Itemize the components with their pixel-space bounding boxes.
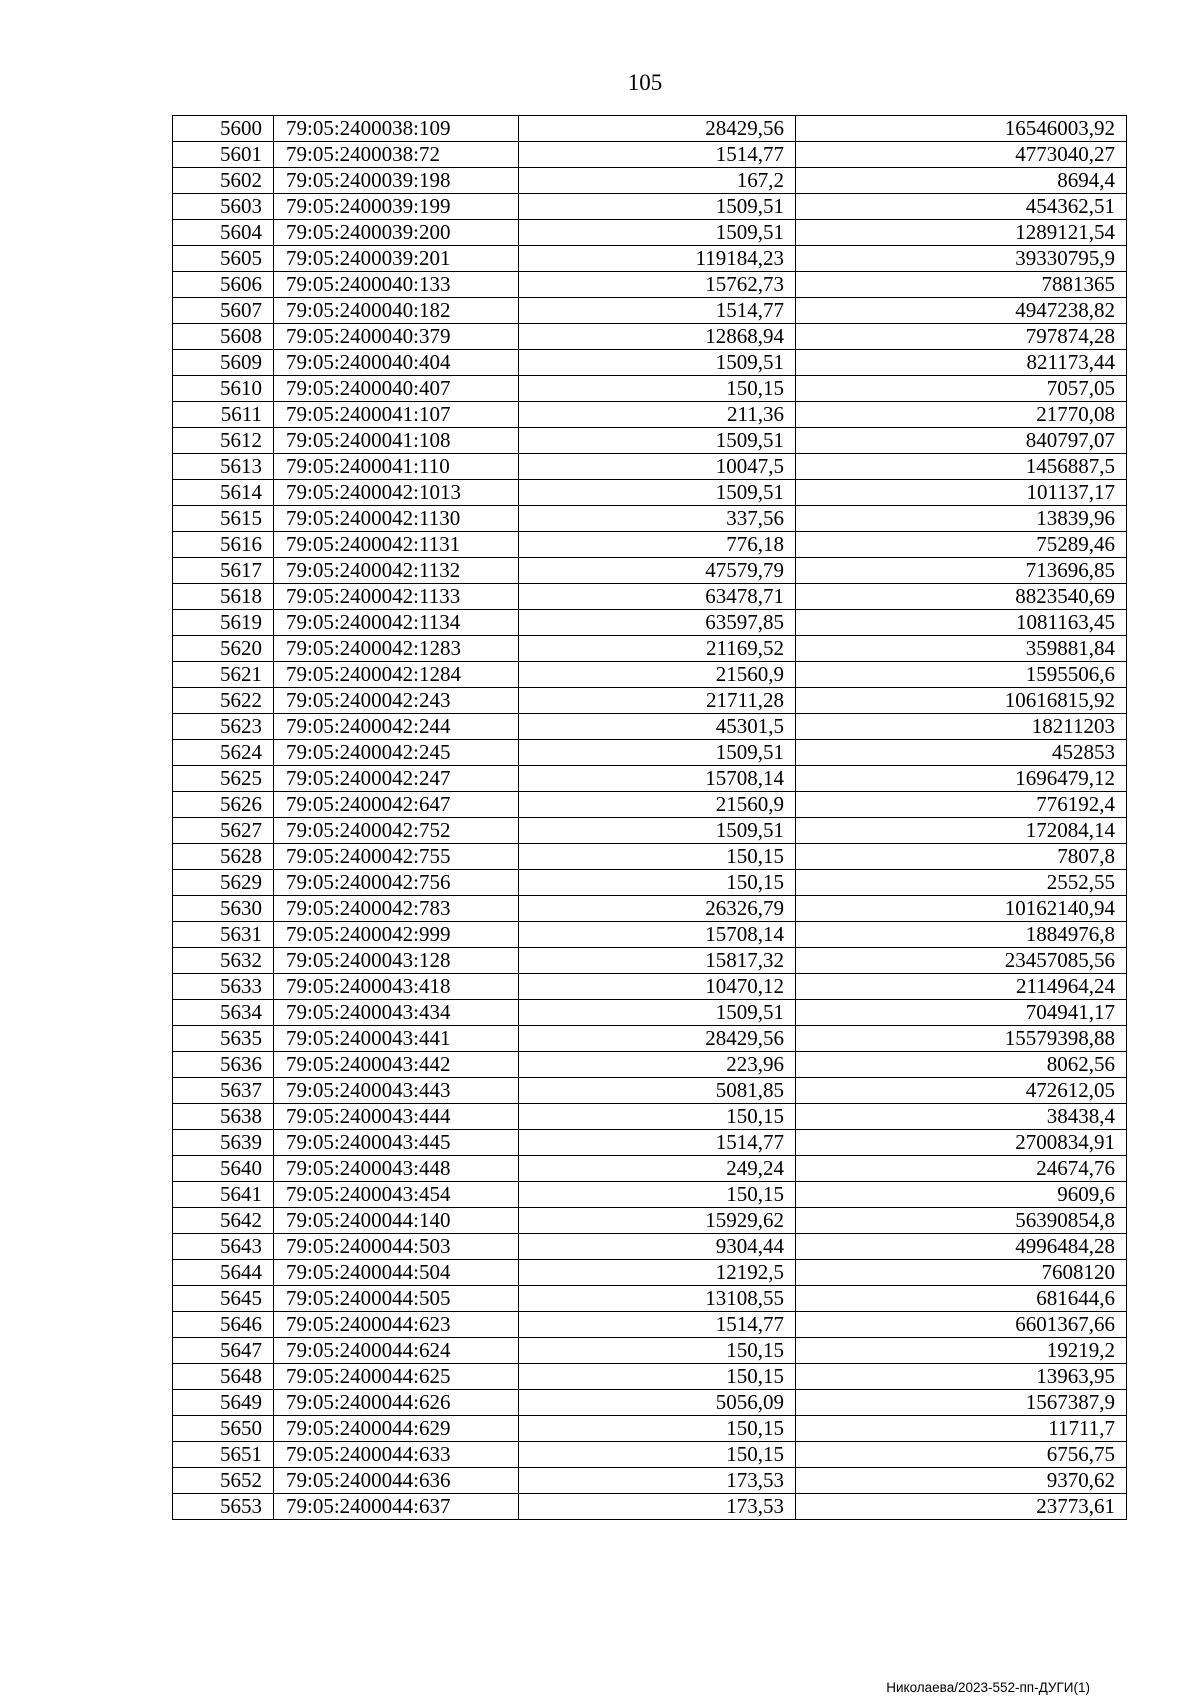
cadastral-number-cell: 79:05:2400042:244 [274, 714, 519, 740]
table-row [173, 324, 1127, 350]
area-cell: 1514,77 [519, 1312, 796, 1338]
table-row [173, 1208, 1127, 1234]
cadastral-number-cell: 79:05:2400044:625 [274, 1364, 519, 1390]
table-row [173, 1052, 1127, 1078]
row-number-cell: 5609 [173, 350, 274, 376]
row-number-cell: 5607 [173, 298, 274, 324]
cadastral-value-cell: 840797,07 [796, 428, 1127, 454]
cadastral-number-cell: 79:05:2400041:107 [274, 402, 519, 428]
table-row [173, 870, 1127, 896]
row-number-cell: 5626 [173, 792, 274, 818]
cadastral-value-cell: 18211203 [796, 714, 1127, 740]
cadastral-value-cell: 4773040,27 [796, 142, 1127, 168]
cadastral-number-cell: 79:05:2400038:109 [274, 116, 519, 142]
area-cell: 167,2 [519, 168, 796, 194]
table-row [173, 116, 1127, 142]
cadastral-value-cell: 1696479,12 [796, 766, 1127, 792]
cadastral-number-cell: 79:05:2400042:1131 [274, 532, 519, 558]
table-row [173, 948, 1127, 974]
cadastral-value-cell: 6601367,66 [796, 1312, 1127, 1338]
cadastral-number-cell: 79:05:2400039:200 [274, 220, 519, 246]
table-row [173, 142, 1127, 168]
cadastral-value-cell: 24674,76 [796, 1156, 1127, 1182]
row-number-cell: 5610 [173, 376, 274, 402]
cadastral-value-cell: 172084,14 [796, 818, 1127, 844]
row-number-cell: 5606 [173, 272, 274, 298]
table-row [173, 584, 1127, 610]
cadastral-number-cell: 79:05:2400044:626 [274, 1390, 519, 1416]
table-row [173, 766, 1127, 792]
cadastral-value-cell: 472612,05 [796, 1078, 1127, 1104]
row-number-cell: 5617 [173, 558, 274, 584]
area-cell: 5056,09 [519, 1390, 796, 1416]
cadastral-number-cell: 79:05:2400044:624 [274, 1338, 519, 1364]
cadastral-number-cell: 79:05:2400040:133 [274, 272, 519, 298]
row-number-cell: 5604 [173, 220, 274, 246]
area-cell: 10047,5 [519, 454, 796, 480]
cadastral-number-cell: 79:05:2400038:72 [274, 142, 519, 168]
page-number: 105 [627, 70, 663, 95]
area-cell: 1509,51 [519, 480, 796, 506]
area-cell: 5081,85 [519, 1078, 796, 1104]
area-cell: 28429,56 [519, 116, 796, 142]
cadastral-value-cell: 452853 [796, 740, 1127, 766]
cadastral-value-cell: 821173,44 [796, 350, 1127, 376]
area-cell: 26326,79 [519, 896, 796, 922]
cadastral-value-cell: 1289121,54 [796, 220, 1127, 246]
cadastral-value-cell: 1884976,8 [796, 922, 1127, 948]
row-number-cell: 5644 [173, 1260, 274, 1286]
row-number-cell: 5632 [173, 948, 274, 974]
table-row [173, 220, 1127, 246]
area-cell: 1509,51 [519, 350, 796, 376]
cadastral-value-cell: 4996484,28 [796, 1234, 1127, 1260]
row-number-cell: 5616 [173, 532, 274, 558]
area-cell: 10470,12 [519, 974, 796, 1000]
table-row [173, 298, 1127, 324]
row-number-cell: 5648 [173, 1364, 274, 1390]
cadastral-number-cell: 79:05:2400043:444 [274, 1104, 519, 1130]
area-cell: 173,53 [519, 1468, 796, 1494]
cadastral-number-cell: 79:05:2400042:1130 [274, 506, 519, 532]
area-cell: 12868,94 [519, 324, 796, 350]
table-row [173, 350, 1127, 376]
cadastral-value-cell: 9370,62 [796, 1468, 1127, 1494]
row-number-cell: 5627 [173, 818, 274, 844]
table-row [173, 1468, 1127, 1494]
row-number-cell: 5618 [173, 584, 274, 610]
table-row [173, 376, 1127, 402]
cadastral-value-cell: 101137,17 [796, 480, 1127, 506]
row-number-cell: 5650 [173, 1416, 274, 1442]
cadastral-value-cell: 6756,75 [796, 1442, 1127, 1468]
cadastral-number-cell: 79:05:2400040:404 [274, 350, 519, 376]
table-row [173, 272, 1127, 298]
table-row [173, 506, 1127, 532]
area-cell: 150,15 [519, 1364, 796, 1390]
row-number-cell: 5625 [173, 766, 274, 792]
cadastral-number-cell: 79:05:2400042:245 [274, 740, 519, 766]
table-row [173, 922, 1127, 948]
cadastral-value-cell: 11711,7 [796, 1416, 1127, 1442]
cadastral-value-cell: 21770,08 [796, 402, 1127, 428]
cadastral-value-cell: 1456887,5 [796, 454, 1127, 480]
table-body [173, 116, 1127, 1520]
row-number-cell: 5608 [173, 324, 274, 350]
table-row [173, 402, 1127, 428]
cadastral-number-cell: 79:05:2400044:629 [274, 1416, 519, 1442]
row-number-cell: 5629 [173, 870, 274, 896]
cadastral-value-cell: 713696,85 [796, 558, 1127, 584]
cadastral-value-cell: 7881365 [796, 272, 1127, 298]
cadastral-value-cell: 681644,6 [796, 1286, 1127, 1312]
cadastral-value-cell: 7807,8 [796, 844, 1127, 870]
row-number-cell: 5653 [173, 1494, 274, 1520]
area-cell: 150,15 [519, 844, 796, 870]
table-row [173, 1494, 1127, 1520]
row-number-cell: 5646 [173, 1312, 274, 1338]
table-row [173, 1286, 1127, 1312]
cadastral-value-cell: 1567387,9 [796, 1390, 1127, 1416]
cadastral-number-cell: 79:05:2400043:441 [274, 1026, 519, 1052]
area-cell: 211,36 [519, 402, 796, 428]
row-number-cell: 5641 [173, 1182, 274, 1208]
cadastral-value-cell: 23457085,56 [796, 948, 1127, 974]
area-cell: 1509,51 [519, 740, 796, 766]
area-cell: 28429,56 [519, 1026, 796, 1052]
cadastral-value-cell: 7057,05 [796, 376, 1127, 402]
cadastral-value-cell: 359881,84 [796, 636, 1127, 662]
cadastral-value-cell: 776192,4 [796, 792, 1127, 818]
table-row [173, 1156, 1127, 1182]
row-number-cell: 5631 [173, 922, 274, 948]
area-cell: 1509,51 [519, 818, 796, 844]
cadastral-number-cell: 79:05:2400039:201 [274, 246, 519, 272]
cadastral-value-cell: 13963,95 [796, 1364, 1127, 1390]
row-number-cell: 5643 [173, 1234, 274, 1260]
table-row [173, 454, 1127, 480]
table-row [173, 1182, 1127, 1208]
cadastral-value-cell: 797874,28 [796, 324, 1127, 350]
row-number-cell: 5638 [173, 1104, 274, 1130]
area-cell: 1514,77 [519, 298, 796, 324]
row-number-cell: 5637 [173, 1078, 274, 1104]
row-number-cell: 5613 [173, 454, 274, 480]
area-cell: 45301,5 [519, 714, 796, 740]
cadastral-number-cell: 79:05:2400042:999 [274, 922, 519, 948]
cadastral-value-cell: 7608120 [796, 1260, 1127, 1286]
table-row [173, 1130, 1127, 1156]
area-cell: 1509,51 [519, 220, 796, 246]
table-row [173, 1442, 1127, 1468]
table-row [173, 480, 1127, 506]
cadastral-number-cell: 79:05:2400042:756 [274, 870, 519, 896]
table-row [173, 428, 1127, 454]
cadastral-value-cell: 704941,17 [796, 1000, 1127, 1026]
table-row [173, 974, 1127, 1000]
cadastral-number-cell: 79:05:2400042:783 [274, 896, 519, 922]
table-row [173, 1078, 1127, 1104]
area-cell: 13108,55 [519, 1286, 796, 1312]
cadastral-value-cell: 2700834,91 [796, 1130, 1127, 1156]
table-row [173, 168, 1127, 194]
table-row [173, 1338, 1127, 1364]
row-number-cell: 5628 [173, 844, 274, 870]
table-row [173, 1000, 1127, 1026]
table-row [173, 194, 1127, 220]
table-row [173, 688, 1127, 714]
document-footer-id: Николаева/2023-552-пп-ДУГИ(1) [886, 1680, 1090, 1695]
area-cell: 1509,51 [519, 1000, 796, 1026]
row-number-cell: 5623 [173, 714, 274, 740]
table-row [173, 1364, 1127, 1390]
row-number-cell: 5636 [173, 1052, 274, 1078]
table-row [173, 1026, 1127, 1052]
row-number-cell: 5611 [173, 402, 274, 428]
area-cell: 15817,32 [519, 948, 796, 974]
cadastral-number-cell: 79:05:2400044:637 [274, 1494, 519, 1520]
area-cell: 12192,5 [519, 1260, 796, 1286]
cadastral-number-cell: 79:05:2400042:755 [274, 844, 519, 870]
cadastral-number-cell: 79:05:2400041:108 [274, 428, 519, 454]
row-number-cell: 5647 [173, 1338, 274, 1364]
row-number-cell: 5633 [173, 974, 274, 1000]
row-number-cell: 5612 [173, 428, 274, 454]
area-cell: 15929,62 [519, 1208, 796, 1234]
row-number-cell: 5639 [173, 1130, 274, 1156]
row-number-cell: 5651 [173, 1442, 274, 1468]
area-cell: 21169,52 [519, 636, 796, 662]
cadastral-value-cell: 454362,51 [796, 194, 1127, 220]
cadastral-number-cell: 79:05:2400041:110 [274, 454, 519, 480]
cadastral-value-cell: 1081163,45 [796, 610, 1127, 636]
row-number-cell: 5640 [173, 1156, 274, 1182]
cadastral-number-cell: 79:05:2400043:445 [274, 1130, 519, 1156]
row-number-cell: 5634 [173, 1000, 274, 1026]
area-cell: 150,15 [519, 1416, 796, 1442]
area-cell: 15708,14 [519, 766, 796, 792]
cadastral-value-cell: 10162140,94 [796, 896, 1127, 922]
row-number-cell: 5642 [173, 1208, 274, 1234]
cadastral-number-cell: 79:05:2400042:1284 [274, 662, 519, 688]
area-cell: 150,15 [519, 870, 796, 896]
area-cell: 47579,79 [519, 558, 796, 584]
row-number-cell: 5649 [173, 1390, 274, 1416]
area-cell: 119184,23 [519, 246, 796, 272]
area-cell: 21711,28 [519, 688, 796, 714]
cadastral-number-cell: 79:05:2400044:505 [274, 1286, 519, 1312]
row-number-cell: 5603 [173, 194, 274, 220]
cadastral-number-cell: 79:05:2400042:1283 [274, 636, 519, 662]
cadastral-number-cell: 79:05:2400043:442 [274, 1052, 519, 1078]
table-row [173, 558, 1127, 584]
cadastral-value-cell: 75289,46 [796, 532, 1127, 558]
cadastral-number-cell: 79:05:2400044:503 [274, 1234, 519, 1260]
cadastral-number-cell: 79:05:2400043:454 [274, 1182, 519, 1208]
table-row [173, 532, 1127, 558]
cadastral-number-cell: 79:05:2400043:128 [274, 948, 519, 974]
table-row [173, 740, 1127, 766]
area-cell: 1514,77 [519, 1130, 796, 1156]
row-number-cell: 5600 [173, 116, 274, 142]
table-row [173, 246, 1127, 272]
table-row [173, 1260, 1127, 1286]
cadastral-value-cell: 10616815,92 [796, 688, 1127, 714]
cadastral-number-cell: 79:05:2400043:434 [274, 1000, 519, 1026]
row-number-cell: 5652 [173, 1468, 274, 1494]
cadastral-number-cell: 79:05:2400042:247 [274, 766, 519, 792]
cadastral-value-cell: 15579398,88 [796, 1026, 1127, 1052]
row-number-cell: 5605 [173, 246, 274, 272]
cadastral-number-cell: 79:05:2400042:1132 [274, 558, 519, 584]
area-cell: 150,15 [519, 376, 796, 402]
cadastral-value-cell: 16546003,92 [796, 116, 1127, 142]
cadastral-value-cell: 2552,55 [796, 870, 1127, 896]
area-cell: 9304,44 [519, 1234, 796, 1260]
row-number-cell: 5601 [173, 142, 274, 168]
cadastral-number-cell: 79:05:2400044:623 [274, 1312, 519, 1338]
table-row [173, 896, 1127, 922]
cadastral-number-cell: 79:05:2400044:504 [274, 1260, 519, 1286]
cadastral-number-cell: 79:05:2400043:448 [274, 1156, 519, 1182]
cadastral-number-cell: 79:05:2400040:379 [274, 324, 519, 350]
cadastral-value-cell: 8823540,69 [796, 584, 1127, 610]
table-row [173, 610, 1127, 636]
area-cell: 150,15 [519, 1338, 796, 1364]
cadastral-value-cell: 39330795,9 [796, 246, 1127, 272]
area-cell: 1509,51 [519, 428, 796, 454]
cadastral-number-cell: 79:05:2400044:140 [274, 1208, 519, 1234]
table-row [173, 714, 1127, 740]
cadastral-value-cell: 9609,6 [796, 1182, 1127, 1208]
row-number-cell: 5615 [173, 506, 274, 532]
cadastral-value-cell: 56390854,8 [796, 1208, 1127, 1234]
cadastral-value-cell: 13839,96 [796, 506, 1127, 532]
row-number-cell: 5619 [173, 610, 274, 636]
cadastral-value-cell: 2114964,24 [796, 974, 1127, 1000]
cadastral-number-cell: 79:05:2400040:182 [274, 298, 519, 324]
cadastral-number-cell: 79:05:2400043:418 [274, 974, 519, 1000]
row-number-cell: 5620 [173, 636, 274, 662]
cadastral-value-cell: 19219,2 [796, 1338, 1127, 1364]
area-cell: 249,24 [519, 1156, 796, 1182]
row-number-cell: 5624 [173, 740, 274, 766]
area-cell: 1509,51 [519, 194, 796, 220]
cadastral-value-cell: 1595506,6 [796, 662, 1127, 688]
cadastral-number-cell: 79:05:2400042:1133 [274, 584, 519, 610]
cadastral-number-cell: 79:05:2400042:1013 [274, 480, 519, 506]
table-row [173, 1416, 1127, 1442]
cadastral-number-cell: 79:05:2400042:1134 [274, 610, 519, 636]
cadastral-number-cell: 79:05:2400039:198 [274, 168, 519, 194]
cadastral-value-cell: 38438,4 [796, 1104, 1127, 1130]
cadastral-number-cell: 79:05:2400039:199 [274, 194, 519, 220]
cadastral-value-cell: 8694,4 [796, 168, 1127, 194]
cadastral-value-table [172, 115, 1127, 1520]
cadastral-number-cell: 79:05:2400043:443 [274, 1078, 519, 1104]
cadastral-number-cell: 79:05:2400042:243 [274, 688, 519, 714]
cadastral-value-cell: 4947238,82 [796, 298, 1127, 324]
cadastral-number-cell: 79:05:2400044:636 [274, 1468, 519, 1494]
row-number-cell: 5645 [173, 1286, 274, 1312]
row-number-cell: 5635 [173, 1026, 274, 1052]
area-cell: 776,18 [519, 532, 796, 558]
table-row [173, 636, 1127, 662]
cadastral-value-cell: 23773,61 [796, 1494, 1127, 1520]
table-row [173, 792, 1127, 818]
area-cell: 15708,14 [519, 922, 796, 948]
row-number-cell: 5621 [173, 662, 274, 688]
area-cell: 150,15 [519, 1442, 796, 1468]
table-row [173, 1390, 1127, 1416]
area-cell: 150,15 [519, 1182, 796, 1208]
area-cell: 63478,71 [519, 584, 796, 610]
row-number-cell: 5622 [173, 688, 274, 714]
cadastral-number-cell: 79:05:2400042:647 [274, 792, 519, 818]
cadastral-number-cell: 79:05:2400044:633 [274, 1442, 519, 1468]
table-row [173, 844, 1127, 870]
area-cell: 173,53 [519, 1494, 796, 1520]
area-cell: 337,56 [519, 506, 796, 532]
table-row [173, 818, 1127, 844]
area-cell: 15762,73 [519, 272, 796, 298]
area-cell: 63597,85 [519, 610, 796, 636]
cadastral-number-cell: 79:05:2400042:752 [274, 818, 519, 844]
cadastral-value-cell: 8062,56 [796, 1052, 1127, 1078]
row-number-cell: 5630 [173, 896, 274, 922]
area-cell: 1514,77 [519, 142, 796, 168]
row-number-cell: 5614 [173, 480, 274, 506]
table-row [173, 1104, 1127, 1130]
cadastral-number-cell: 79:05:2400040:407 [274, 376, 519, 402]
area-cell: 150,15 [519, 1104, 796, 1130]
area-cell: 21560,9 [519, 792, 796, 818]
row-number-cell: 5602 [173, 168, 274, 194]
table-row [173, 1234, 1127, 1260]
area-cell: 21560,9 [519, 662, 796, 688]
table-row [173, 662, 1127, 688]
table-row [173, 1312, 1127, 1338]
area-cell: 223,96 [519, 1052, 796, 1078]
